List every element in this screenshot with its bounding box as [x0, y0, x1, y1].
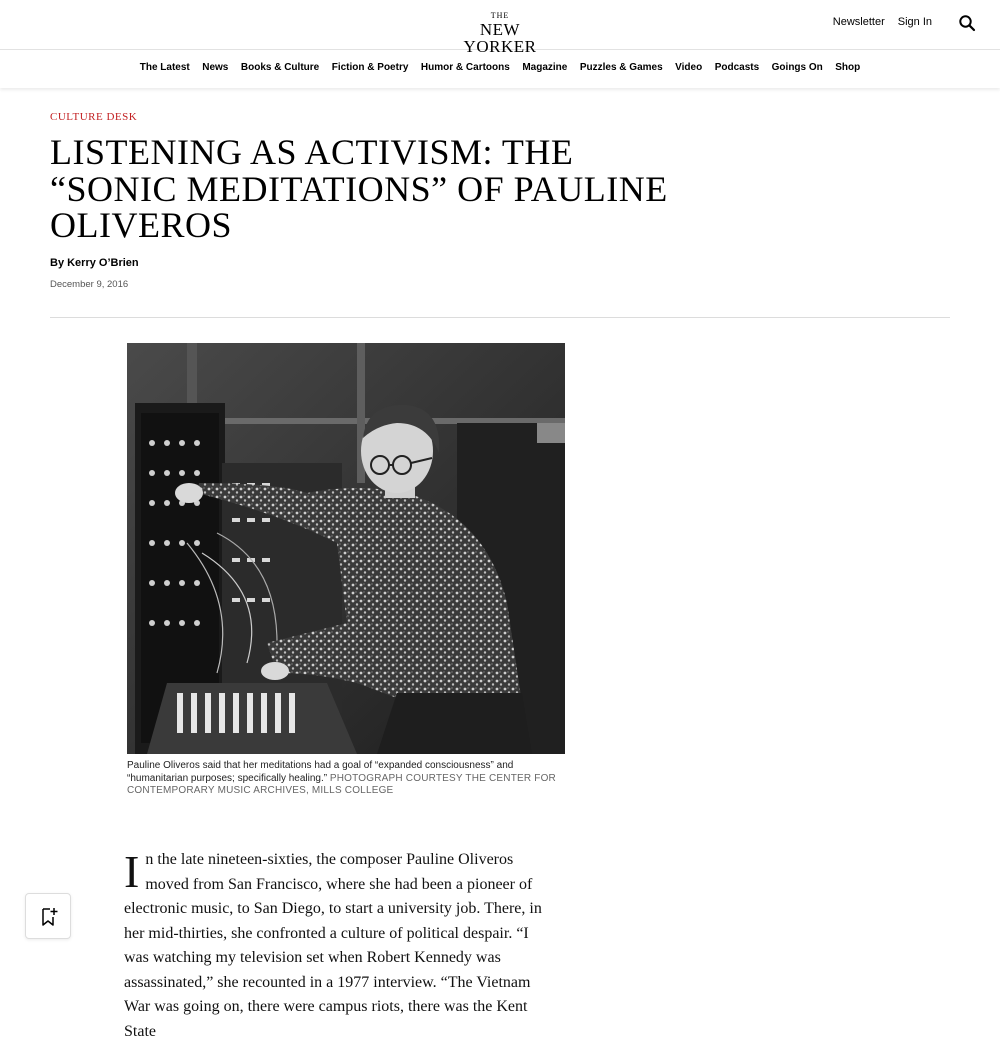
top-bar — [0, 0, 1000, 56]
photo-credit: PHOTOGRAPH COURTESY THE CENTER FOR CONTEMPORARY MUSIC ARCHIVES, MILLS COLLEGE — [127, 772, 556, 796]
nav-item-books-culture[interactable]: Books & Culture — [240, 62, 320, 73]
site-logo[interactable] — [450, 12, 550, 55]
logo-the: THE — [490, 11, 510, 20]
main-nav — [0, 50, 1000, 88]
save-story-button[interactable] — [25, 893, 71, 939]
photo-caption — [127, 760, 567, 798]
search-icon[interactable] — [958, 14, 976, 32]
nav-item-goings-on[interactable]: Goings On — [771, 62, 823, 73]
nav-item-fiction-poetry[interactable]: Fiction & Poetry — [331, 62, 409, 73]
publish-date: December 9, 2016 — [50, 279, 129, 290]
nav-item-humor-cartoons[interactable]: Humor & Cartoons — [420, 62, 510, 73]
nav-item-podcasts[interactable]: Podcasts — [714, 62, 760, 73]
nav-item-shop[interactable]: Shop — [835, 62, 861, 73]
drop-cap: I — [124, 846, 140, 897]
nav-item-the-latest[interactable]: The Latest — [139, 62, 190, 73]
caption-text: Pauline Oliveros said that her meditations had a goal of “expanded consciousness” and “humanitarian purposes; specifically healing.” — [127, 760, 514, 784]
article-headline: LISTENING AS ACTIVISM: THE “SONIC MEDITATIONS” OF PAULINE OLIVEROS — [50, 132, 668, 245]
nav-item-magazine[interactable]: Magazine — [522, 62, 568, 73]
logo-name: NEW YORKER — [463, 20, 537, 56]
newsletter-link[interactable]: Newsletter — [832, 16, 885, 28]
article-body — [124, 848, 544, 1044]
byline[interactable]: By Kerry O’Brien — [50, 257, 139, 269]
sign-in-link[interactable]: Sign In — [897, 16, 932, 28]
nav-item-video[interactable]: Video — [675, 62, 703, 73]
body-paragraph: n the late nineteen-sixties, the composer Pauline Oliveros moved from San Francisco, where she had been a pioneer of electronic music, to San Diego, to start a university job. There, in her mid-thirties, she confronted a culture of political despair. “I was watching my television set when Robert Kennedy was assassinated,” she recounted in a 1977 interview. “The Vietnam War was going on, there were campus riots, there was the Kent State — [124, 851, 542, 1040]
top-links — [833, 16, 932, 28]
lead-photo — [127, 343, 565, 754]
header-divider — [50, 317, 950, 318]
section-rubric[interactable]: CULTURE DESK — [50, 111, 138, 123]
nav-item-news[interactable]: News — [202, 62, 229, 73]
nav-item-puzzles-games[interactable]: Puzzles & Games — [579, 62, 663, 73]
